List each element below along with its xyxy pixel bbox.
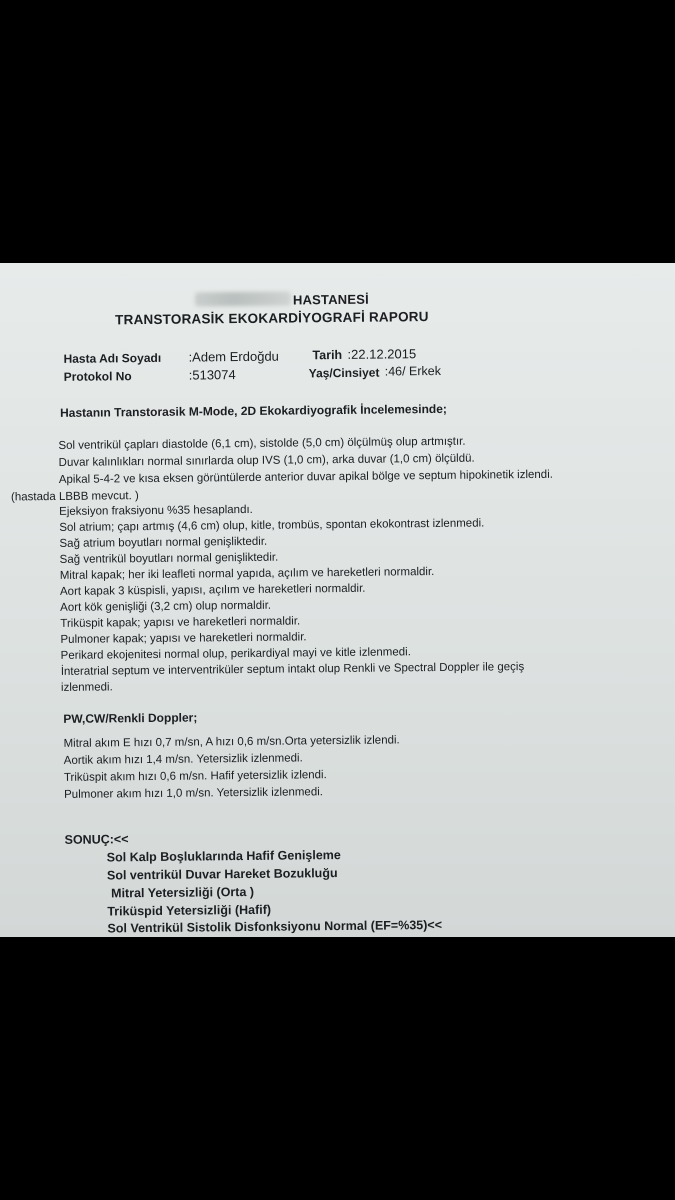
finding-line: (hastada LBBB mevcut. ) <box>10 490 139 504</box>
conclusion-line: Sol Ventrikül Sistolik Disfonksiyonu Normal (EF=%35)<< <box>107 917 443 936</box>
report-title: TRANSTORASİK EKOKARDİYOGRAFİ RAPORU <box>115 309 429 328</box>
redacted-hospital-name <box>195 291 291 306</box>
finding-line: Apikal 5-4-2 ve kısa eksen görüntülerde anterior duvar apikal bölge ve septum hipokinetik izlendi. <box>58 468 553 486</box>
patient-name-value: :Adem Erdoğdu <box>188 348 279 365</box>
date-value: :22.12.2015 <box>347 346 417 362</box>
finding-line: Ejeksiyon fraksiyonu %35 hesaplandı. <box>59 503 253 518</box>
conclusion-line: Sol ventrikül Duvar Hareket Bozukluğu <box>106 866 338 883</box>
protocol-label: Protokol No <box>63 369 132 384</box>
finding-line: İnteratrial septum ve interventriküler septum intakt olup Renkli ve Spectral Doppler ile geçiş <box>60 661 525 678</box>
conclusion-line: Sol Kalp Boşluklarında Hafif Genişleme <box>106 848 341 865</box>
doppler-line: Mitral akım E hızı 0,7 m/sn, A hızı 0,6 m/sn.Orta yetersizlik izlendi. <box>63 734 400 750</box>
conclusion-title: SONUÇ:<< <box>64 832 129 847</box>
report-paper <box>0 263 675 937</box>
conclusion-line: Mitral Yetersizliği (Orta ) <box>111 884 255 901</box>
section-doppler-title: PW,CW/Renkli Doppler; <box>63 710 198 726</box>
age-sex-label: Yaş/Cinsiyet <box>308 365 380 381</box>
finding-line: Sol ventrikül çapları diastolde (6,1 cm), sistolde (5,0 cm) ölçülmüş olup artmıştır. <box>58 435 466 452</box>
hospital-heading: HASTANESİ <box>292 291 369 308</box>
finding-line: Sol atrium; çapı artmış (4,6 cm) olup, kitle, trombüs, spontan ekokontrast izlenmedi. <box>59 517 485 534</box>
finding-line: Aort kapak 3 küspisli, yapısı, açılım ve hareketleri normaldir. <box>59 582 366 598</box>
patient-name-label: Hasta Adı Soyadı <box>63 350 162 366</box>
finding-line: Sağ atrium boyutları normal genişliktedir. <box>59 535 268 550</box>
finding-line: Pulmoner kapak; yapısı ve hareketleri normaldir. <box>60 631 307 646</box>
doppler-line: Pulmoner akım hızı 1,0 m/sn. Yetersizlik izlenmedi. <box>64 786 324 801</box>
protocol-value: :513074 <box>188 367 236 383</box>
finding-line: izlenmedi. <box>60 681 113 694</box>
finding-line: Triküspit kapak; yapısı ve hareketleri normaldir. <box>60 615 301 630</box>
report-document <box>0 263 675 937</box>
section-echo-title: Hastanın Transtorasik M-Mode, 2D Ekokardiyografik İncelemesinde; <box>60 401 447 420</box>
doppler-line: Triküspit akım hızı 0,6 m/sn. Hafif yetersizlik izlendi. <box>63 769 327 784</box>
doppler-line: Aortik akım hızı 1,4 m/sn. Yetersizlik izlenmedi. <box>63 752 303 767</box>
conclusion-line: Triküspid Yetersizliği (Hafif) <box>107 902 272 919</box>
finding-line: Mitral kapak; her iki leafleti normal yapıda, açılım ve hareketleri normaldir. <box>59 566 435 582</box>
finding-line: Sağ ventrikül boyutları normal genişliktedir. <box>59 551 279 566</box>
age-sex-value: :46/ Erkek <box>384 363 442 379</box>
finding-line: Perikard ekojenitesi normal olup, perikardiyal mayi ve kitle izlenmedi. <box>60 646 411 662</box>
finding-line: Aort kök genişliği (3,2 cm) olup normaldir. <box>60 599 272 614</box>
date-label: Tarih <box>312 347 343 363</box>
finding-line: Duvar kalınlıkları normal sınırlarda olup IVS (1,0 cm), arka duvar (1,0 cm) ölçüldü. <box>58 452 475 469</box>
